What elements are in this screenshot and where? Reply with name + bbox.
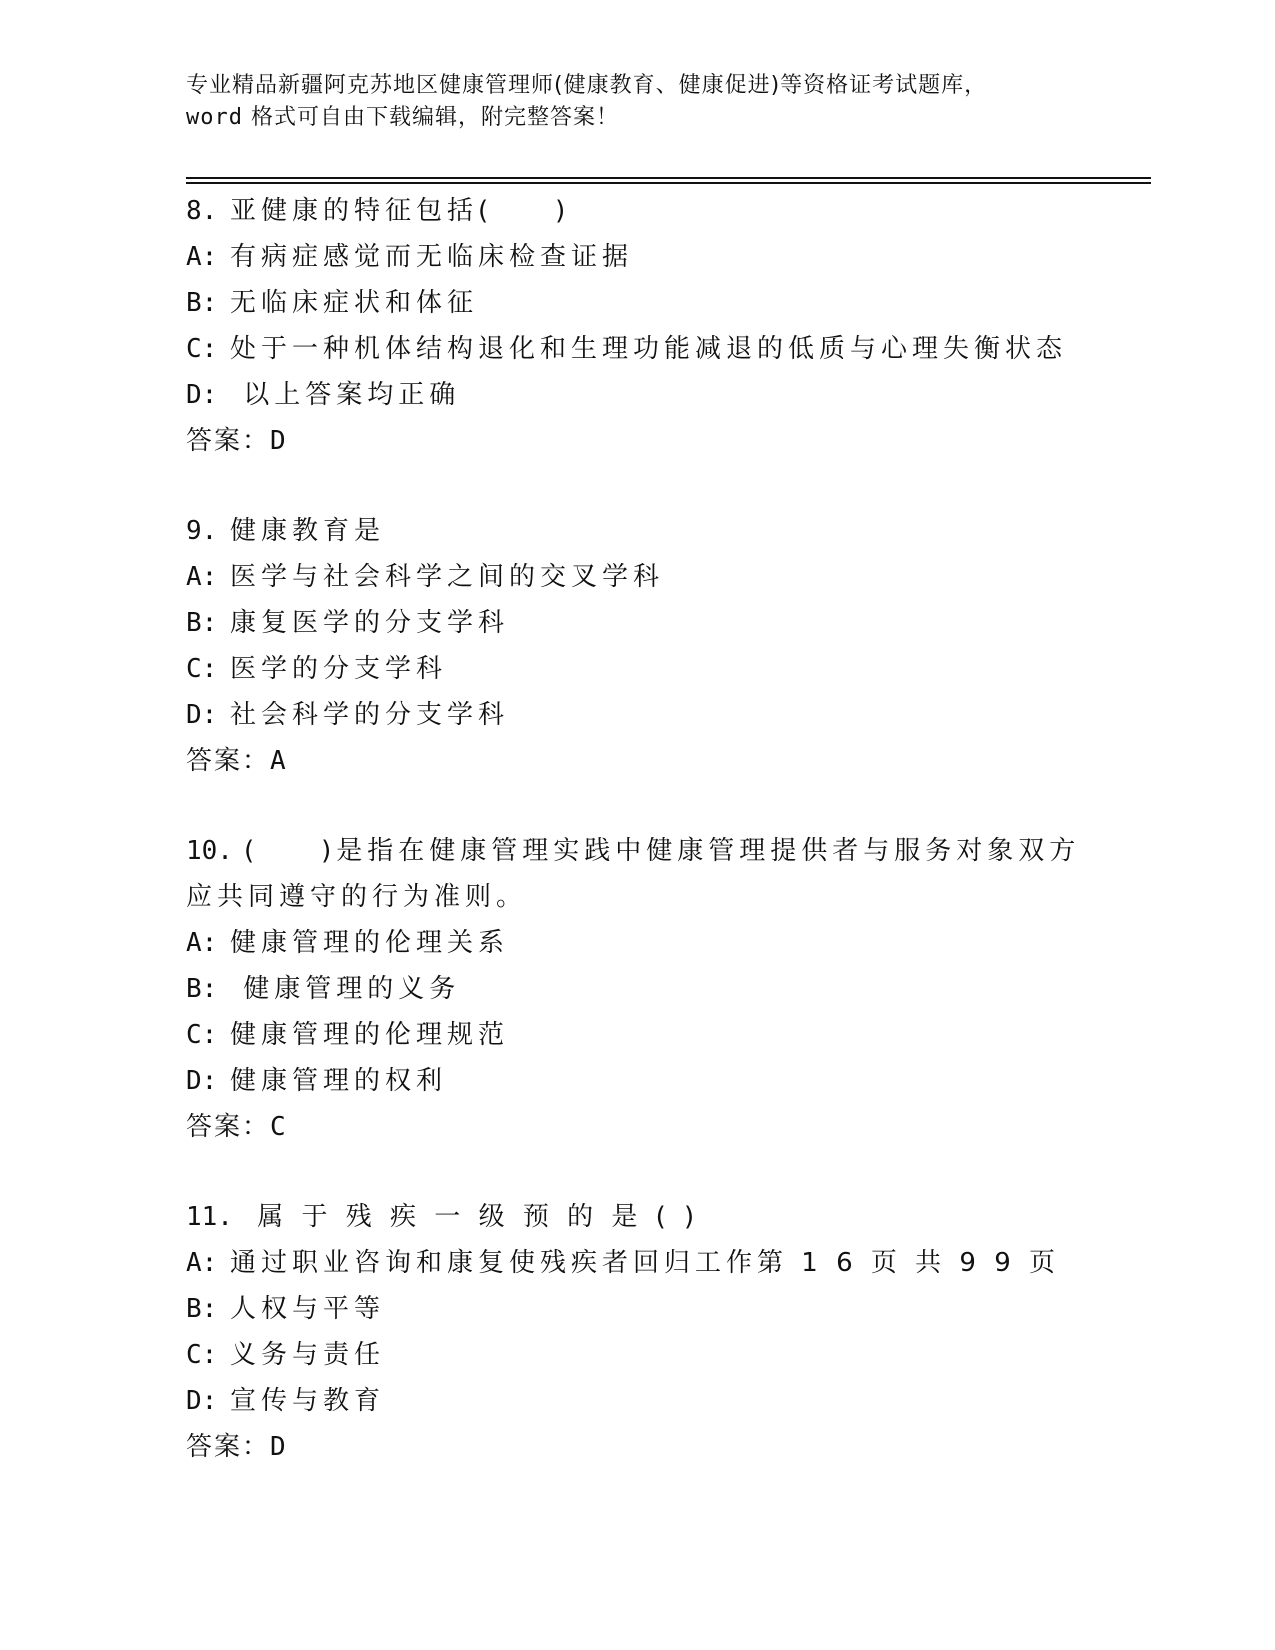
header-line-1: 专业精品新疆阿克苏地区健康管理师(健康教育、健康促进)等资格证考试题库， <box>186 73 988 98</box>
answer-line <box>186 1104 1151 1150</box>
question-stem <box>186 1194 1151 1240</box>
option-d: D: 宣传与教育 <box>186 1386 386 1416</box>
question-text: 健康教育是 <box>230 516 386 546</box>
header-line-2-text: 格式可自由下载编辑，附完整答案！ <box>250 105 619 130</box>
question-stem <box>186 508 1151 554</box>
header-line-2 <box>186 102 1086 134</box>
option-b: B: 康复医学的分支学科 <box>186 608 510 638</box>
answer-label: 答案： <box>186 1112 271 1142</box>
option-a: A: 医学与社会科学之间的交叉学科 <box>186 562 665 592</box>
question-stem <box>186 188 1151 234</box>
spacer <box>186 1150 1151 1194</box>
question-8 <box>186 188 1151 464</box>
answer-value: C <box>270 1112 288 1142</box>
question-11 <box>186 1194 1151 1470</box>
question-10 <box>186 828 1151 1150</box>
option-b: B: 人权与平等 <box>186 1294 386 1324</box>
option-d: D: 社会科学的分支学科 <box>186 700 510 730</box>
answer-label: 答案： <box>186 746 271 776</box>
answer-label: 答案： <box>186 1432 271 1462</box>
question-text: 属 于 残 疾 一 级 预 的 是 ( ) <box>244 1202 700 1232</box>
question-stem <box>186 828 1086 920</box>
option-c: C: 医学的分支学科 <box>186 654 448 684</box>
header-divider-top <box>186 177 1151 179</box>
question-number: 10. <box>186 836 233 866</box>
answer-label: 答案： <box>186 426 271 456</box>
answer-value: D <box>270 426 288 456</box>
option-a: A: 有病症感觉而无临床检查证据 <box>186 242 634 272</box>
header-divider-bottom <box>186 182 1151 184</box>
option-a: A: 通过职业咨询和康复使残疾者回归工作第 1 6 页 共 9 9 页 <box>186 1248 1061 1278</box>
question-9 <box>186 508 1151 784</box>
option-c: C: 健康管理的伦理规范 <box>186 1020 510 1050</box>
question-list <box>186 188 1151 1470</box>
option-b: B: 无临床症状和体征 <box>186 288 479 318</box>
question-text: 亚健康的特征包括( ) <box>230 196 571 226</box>
question-text: ( )是指在健康管理实践中健康管理提供者与服务对象双方应共同遵守的行为准则。 <box>186 836 1081 912</box>
document-header <box>186 70 1086 134</box>
answer-line <box>186 738 1151 784</box>
spacer <box>186 464 1151 508</box>
question-number: 11. <box>186 1202 233 1232</box>
spacer <box>186 784 1151 828</box>
option-c: C: 处于一种机体结构退化和生理功能减退的低质与心理失衡状态 <box>186 334 1068 364</box>
option-b: B: 健康管理的义务 <box>186 974 461 1004</box>
option-a: A: 健康管理的伦理关系 <box>186 928 510 958</box>
answer-value: D <box>270 1432 288 1462</box>
answer-value: A <box>270 746 288 776</box>
answer-line <box>186 1424 1151 1470</box>
header-word-label: word <box>186 105 243 130</box>
question-number: 9. <box>186 516 218 546</box>
question-number: 8. <box>186 196 218 226</box>
option-d: D: 以上答案均正确 <box>186 380 461 410</box>
option-d: D: 健康管理的权利 <box>186 1066 448 1096</box>
option-c: C: 义务与责任 <box>186 1340 386 1370</box>
answer-line <box>186 418 1151 464</box>
